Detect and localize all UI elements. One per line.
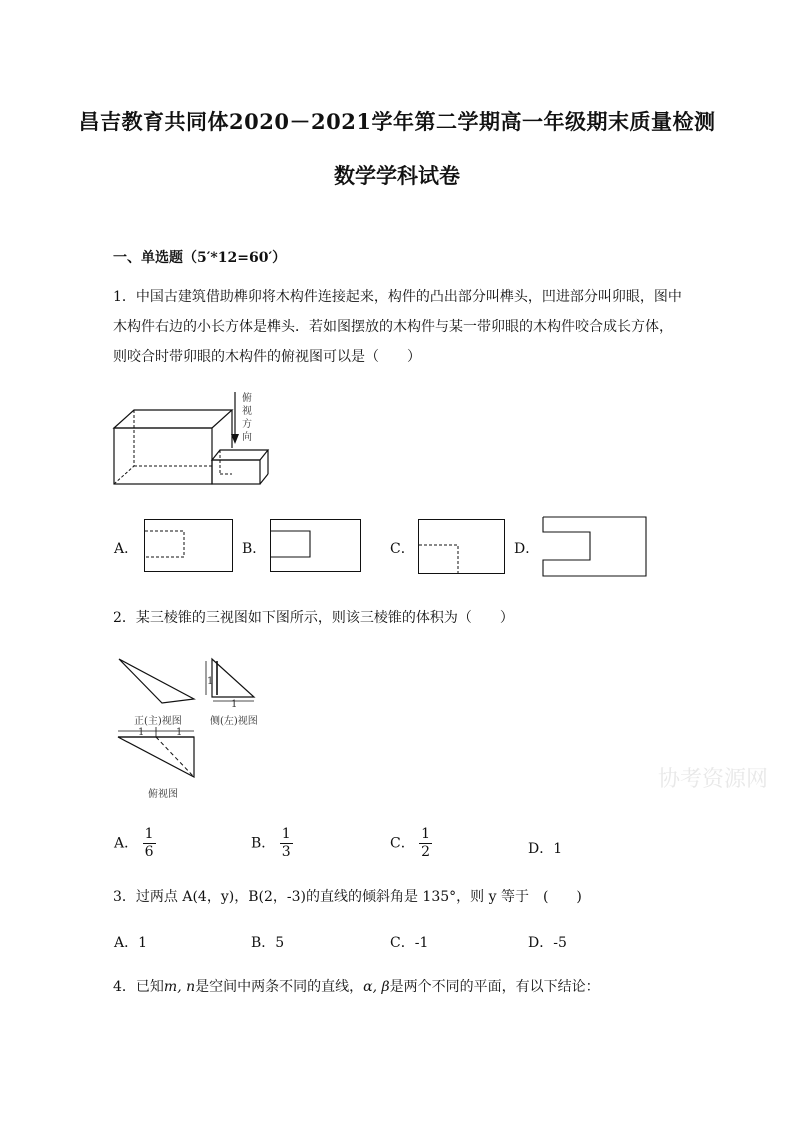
- q2-option-c[interactable]: C． $\frac{1}{2}$: [390, 826, 431, 860]
- q1-option-d-label[interactable]: D．: [514, 541, 540, 557]
- q2-option-a[interactable]: A． $\frac{1}{6}$: [114, 826, 154, 860]
- q1-option-c-label[interactable]: C．: [390, 541, 415, 557]
- question-4-text: 4．已知m, n是空间中两条不同的直线，α, β是两个不同的平面，有以下结论：: [113, 979, 600, 995]
- math-vars-mn: m, n: [163, 979, 196, 995]
- fraction: $\frac{1}{6}$: [144, 826, 154, 860]
- view-direction-label: 俯 视 方 向: [242, 393, 252, 443]
- watermark: 协考资源网: [658, 767, 769, 792]
- question-2-text: 2．某三棱锥的三视图如下图所示，则该三棱锥的体积为（ ）: [113, 610, 514, 626]
- page-title: 昌吉教育共同体2020－2021学年第二学期高一年级期末质量检测: [78, 109, 716, 134]
- question-1: [113, 282, 693, 372]
- math-vars-alpha-beta: α, β: [363, 979, 390, 995]
- question-3-text: 3．过两点 A(4，y)，B(2，-3)的直线的倾斜角是 135°，则 y 等于 ( ): [113, 889, 582, 905]
- question-1-line3: 则咬合时带卯眼的木构件的俯视图可以是（ ）: [113, 349, 421, 365]
- q1-option-b-figure[interactable]: [270, 519, 362, 573]
- q3-option-b[interactable]: B．5: [251, 935, 285, 951]
- q3-option-d[interactable]: D．-5: [528, 935, 567, 951]
- q2-top-view-caption: 俯视图: [148, 789, 178, 800]
- q1-option-d-figure[interactable]: [542, 516, 650, 578]
- section-heading: 一、单选题（5′*12=60′）: [113, 250, 287, 266]
- question-1-line1: 1．中国古建筑借助榫卯将木构件连接起来，构件的凸出部分叫榫头，凹进部分叫卯眼，图中: [113, 289, 682, 305]
- q2-option-d[interactable]: D．1: [528, 841, 563, 857]
- q2-dim-label-top-right: 1: [176, 727, 183, 738]
- fraction: $\frac{1}{3}$: [281, 826, 291, 860]
- q1-option-b-label[interactable]: B．: [242, 541, 267, 557]
- q1-option-c-figure[interactable]: [418, 519, 506, 575]
- q2-dim-label-side-width: 1: [231, 699, 238, 710]
- page-subtitle: 数学学科试卷: [334, 163, 460, 188]
- q2-side-view-caption: 侧(左)视图: [210, 716, 258, 727]
- q2-dim-label-top-left: 1: [138, 727, 145, 738]
- q2-dim-label-height: 1: [207, 676, 214, 687]
- fraction: $\frac{1}{2}$: [421, 826, 431, 860]
- q1-option-a-label[interactable]: A．: [114, 541, 139, 557]
- q2-option-b[interactable]: B． $\frac{1}{3}$: [251, 826, 291, 860]
- q1-option-a-figure[interactable]: [144, 519, 234, 573]
- q2-front-view-caption: 正(主)视图: [134, 716, 182, 727]
- q3-option-c[interactable]: C．-1: [390, 935, 429, 951]
- q3-option-a[interactable]: A．1: [114, 935, 148, 951]
- question-1-line2: 木构件右边的小长方体是榫头．若如图摆放的木构件与某一带卯眼的木构件咬合成长方体，: [113, 319, 673, 335]
